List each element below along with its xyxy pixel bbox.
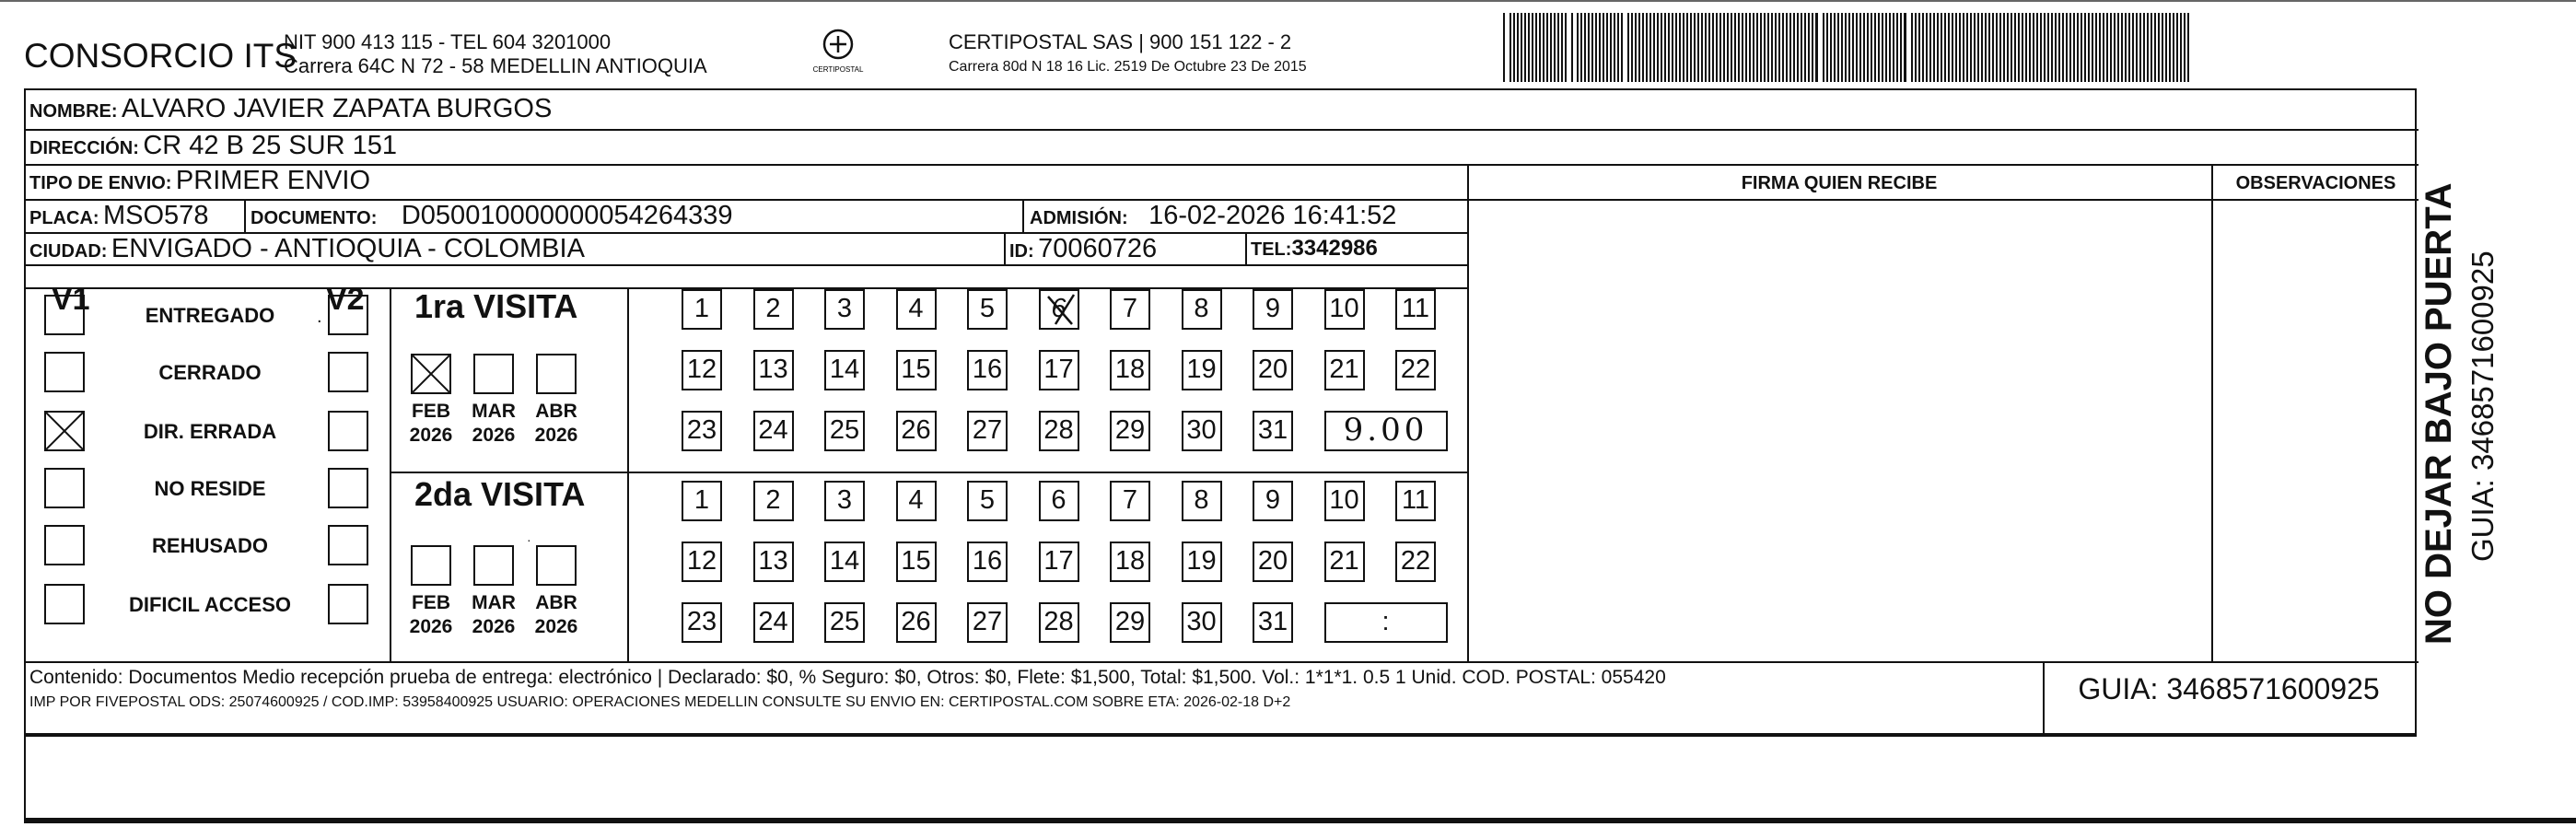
v2-label: V2 (326, 282, 365, 317)
visit2-day-box[interactable]: 18 (1110, 542, 1150, 582)
direccion-label: DIRECCIÓN: (29, 138, 139, 158)
visit2-day-box[interactable]: 23 (682, 602, 722, 643)
visit2-day-box[interactable]: 8 (1182, 481, 1222, 521)
visit1-day-box[interactable]: 14 (824, 350, 865, 390)
shipping-form: NOMBRE: ALVARO JAVIER ZAPATA BURGOS DIRECCIÓN: CR 42 B 25 SUR 151 TIPO DE ENVIO: PRIMER ENVIO FIRMA QUIEN RECIBE OBSERVACIONES PLACA: MSO578 DOCUMENTO: D050010000000054264339 ADMISIÓN: 16-02-2026 16:41:52 CIUDAD: ENVIGADO - ANTIOQUIA - COLOMBIA ID: 70060726 TEL:3342986 V1 V2 . ENTREGADO CERRADO DIR. ERRADA NO RESIDE REHUSADO DIFICIL ACCESO 1ra VISITA FEB 2026 MAR 2026 ABR 2026 1 2 3 4 5 6 7 8 9 10 11 12 13 14 15 16 17 18 19 20 21 22 23 24 25 26 27 28 29 30 31 9.00 2da VISITA · FEB 2026 MAR 2026 ABR 2026 1 2 3 4 5 6 7 8 9 10 11 12 13 14 15 16 17 18 19 20 21 22 23 24 25 26 27 28 29 30 31 : Contenido: Documentos Medio recepción prueba de entrega: electrónico | Declarado: $0, % Seguro: $0, Otros: $0, Flete: $1,500, Total: $1,500. Vol.: 1*1*1. 0.5 1 Unid. COD. POSTAL: 055420 IMP POR FIVEPOSTAL ODS: 25074600925 / COD.IMP: 53958400925 USUARIO: OPERACIONES MEDELLIN CONSULTE SU ENVIO EN: CERTIPOSTAL.COM SOBRE ETA: 2026-02-18 D+2 GUIA: 3468571600925 (24, 88, 2417, 735)
visit2-day-box[interactable]: 16 (967, 542, 1008, 582)
visit1-day-box[interactable]: 28 (1039, 411, 1079, 451)
status-label: DIFICIL ACCESO (128, 593, 291, 616)
footer-line1: Contenido: Documentos Medio recepción prueba de entrega: electrónico | Declarado: $0, % Seguro: $0, Otros: $0, Flete: $1,500, Total: $1,500. Vol.: 1*1*1. 0.5 1 Unid. COD. POSTAL: 055420 (29, 667, 1666, 688)
visit1-month-checkbox[interactable] (473, 354, 514, 394)
tel-label: TEL: (1251, 239, 1292, 260)
visit2-day-box[interactable]: 13 (753, 542, 794, 582)
visit1-day-box[interactable]: 10 (1324, 289, 1365, 330)
visit1-month-checkbox[interactable] (411, 354, 451, 394)
ciudad-label: CIUDAD: (29, 241, 108, 262)
visit2-time-box[interactable]: : (1324, 602, 1448, 643)
visit1-day-box[interactable]: 17 (1039, 350, 1079, 390)
v2-checkbox[interactable] (328, 411, 368, 451)
visit2-day-box[interactable]: 24 (753, 602, 794, 643)
visit1-day-box[interactable]: 4 (896, 289, 937, 330)
visit1-day-box[interactable]: 18 (1110, 350, 1150, 390)
company-line2: Carrera 64C N 72 - 58 MEDELLIN ANTIOQUIA (284, 54, 707, 77)
visit2-day-box[interactable]: 30 (1182, 602, 1222, 643)
id-value: 70060726 (1038, 234, 1158, 263)
visit1-day-box[interactable]: 27 (967, 411, 1008, 451)
tel-value: 3342986 (1291, 236, 1378, 261)
placa-label: PLACA: (29, 208, 99, 228)
visit1-day-box[interactable]: 30 (1182, 411, 1222, 451)
visit1-day-box[interactable]: 8 (1182, 289, 1222, 330)
visit2-day-box[interactable]: 22 (1395, 542, 1436, 582)
visit1-day-box[interactable]: 20 (1253, 350, 1293, 390)
v1-checkbox[interactable] (44, 468, 85, 508)
visit1-day-box[interactable]: 31 (1253, 411, 1293, 451)
visit2-day-box[interactable]: 10 (1324, 481, 1365, 521)
ciudad-value: ENVIGADO - ANTIOQUIA - COLOMBIA (111, 234, 585, 263)
visit1-day-box[interactable]: 9 (1253, 289, 1293, 330)
guia-footer: GUIA: 3468571600925 (2078, 672, 2380, 705)
visit1-day-box[interactable]: 24 (753, 411, 794, 451)
visit1-day-box[interactable]: 2 (753, 289, 794, 330)
visit2-day-box[interactable]: 6 (1039, 481, 1079, 521)
visit2-day-box[interactable]: 1 (682, 481, 722, 521)
visit1-day-box[interactable]: 6 (1039, 289, 1079, 330)
visit2-day-box[interactable]: 11 (1395, 481, 1436, 521)
status-label: CERRADO (158, 361, 262, 384)
footer-line2: IMP POR FIVEPOSTAL ODS: 25074600925 / COD.IMP: 53958400925 USUARIO: OPERACIONES MEDELLIN CONSULTE SU ENVIO EN: CERTIPOSTAL.COM SOBRE ETA: 2026-02-18 D+2 (29, 694, 1291, 710)
visit1-day-box[interactable]: 12 (682, 350, 722, 390)
visit1-day-box[interactable]: 13 (753, 350, 794, 390)
visit2-day-box[interactable]: 20 (1253, 542, 1293, 582)
visit2-day-box[interactable]: 21 (1324, 542, 1365, 582)
visit1-time-box[interactable]: 9.00 (1324, 411, 1448, 451)
status-label: REHUSADO (152, 534, 268, 557)
status-label: DIR. ERRADA (143, 420, 277, 443)
logo-text: CERTIPOSTAL (812, 65, 864, 74)
certipostal-logo-icon (812, 24, 864, 76)
visit1-day-box[interactable]: 1 (682, 289, 722, 330)
visit1-day-box[interactable]: 5 (967, 289, 1008, 330)
visit2-day-box[interactable]: 5 (967, 481, 1008, 521)
bottom-divider (24, 735, 2417, 737)
visit1-day-box[interactable]: 15 (896, 350, 937, 390)
visit2-month-label: MAR (472, 592, 516, 613)
carrier-line2: Carrera 80d N 18 16 Lic. 2519 De Octubre 23 De 2015 (949, 59, 1307, 75)
visit1-year-label: 2026 (472, 425, 516, 446)
visit1-year-label: 2026 (409, 425, 453, 446)
visit2-day-box[interactable]: 14 (824, 542, 865, 582)
visit1-month-checkbox[interactable] (536, 354, 577, 394)
barcode (1503, 13, 2190, 82)
v2-checkbox[interactable] (328, 295, 368, 335)
visit1-title: 1ra VISITA (414, 287, 578, 325)
visit1-day-box[interactable]: 23 (682, 411, 722, 451)
v1-checkbox[interactable] (44, 295, 85, 335)
visit2-month-checkbox[interactable] (473, 545, 514, 586)
visit2-month-checkbox[interactable] (411, 545, 451, 586)
visit1-day-box[interactable]: 19 (1182, 350, 1222, 390)
visit2-day-box[interactable]: 15 (896, 542, 937, 582)
visit2-day-box[interactable]: 4 (896, 481, 937, 521)
bottom-edge (24, 818, 2576, 823)
visit2-day-box[interactable]: 28 (1039, 602, 1079, 643)
visit1-day-box[interactable]: 7 (1110, 289, 1150, 330)
visit2-day-box[interactable]: 3 (824, 481, 865, 521)
visit1-month-label: ABR (535, 401, 577, 422)
visit2-day-box[interactable]: 29 (1110, 602, 1150, 643)
visit2-day-box[interactable]: 27 (967, 602, 1008, 643)
visit1-day-box[interactable]: 16 (967, 350, 1008, 390)
visit1-day-box[interactable]: 3 (824, 289, 865, 330)
visit2-day-box[interactable]: 12 (682, 542, 722, 582)
visit2-year-label: 2026 (534, 616, 578, 637)
placa-value: MSO578 (103, 201, 209, 230)
visit1-day-box[interactable]: 11 (1395, 289, 1436, 330)
visit1-day-box[interactable]: 21 (1324, 350, 1365, 390)
visit1-day-box[interactable]: 22 (1395, 350, 1436, 390)
observaciones-label: OBSERVACIONES (2235, 173, 2396, 193)
v2-checkbox[interactable] (328, 468, 368, 508)
visit2-day-box[interactable]: 31 (1253, 602, 1293, 643)
visit1-month-label: MAR (472, 401, 516, 422)
documento-value: D050010000000054264339 (401, 201, 733, 230)
visit1-day-box[interactable]: 29 (1110, 411, 1150, 451)
visit2-month-checkbox[interactable] (536, 545, 577, 586)
side-guia: GUIA: 3468571600925 (2465, 250, 2500, 562)
v1-checkbox[interactable] (44, 352, 85, 392)
visit2-title: 2da VISITA (414, 475, 586, 513)
visit2-day-box[interactable]: 19 (1182, 542, 1222, 582)
visit1-day-box[interactable]: 25 (824, 411, 865, 451)
top-edge (0, 0, 2576, 2)
carrier-line1: CERTIPOSTAL SAS | 900 151 122 - 2 (949, 30, 1292, 53)
admision-label: ADMISIÓN: (1030, 208, 1128, 228)
visit2-day-box[interactable]: 9 (1253, 481, 1293, 521)
left-edge (24, 735, 26, 820)
tipo-envio-label: TIPO DE ENVIO: (29, 173, 172, 193)
v2-checkbox[interactable] (328, 352, 368, 392)
visit2-year-label: 2026 (472, 616, 516, 637)
side-warning: NO DEJAR BAJO PUERTA (2419, 182, 2459, 645)
visit2-month-label: FEB (412, 592, 450, 613)
documento-label: DOCUMENTO: (251, 208, 378, 228)
v2-checkbox[interactable] (328, 525, 368, 565)
firma-label: FIRMA QUIEN RECIBE (1741, 173, 1938, 193)
nombre-value: ALVARO JAVIER ZAPATA BURGOS (122, 94, 553, 123)
admision-value: 16-02-2026 16:41:52 (1148, 201, 1397, 230)
visit1-month-label: FEB (412, 401, 450, 422)
visit1-day-box[interactable]: 26 (896, 411, 937, 451)
company-name: CONSORCIO ITS (24, 37, 297, 75)
id-label: ID: (1009, 241, 1034, 262)
status-label: NO RESIDE (154, 477, 266, 500)
company-line1: NIT 900 413 115 - TEL 604 3201000 (284, 30, 612, 53)
handwritten-mark-icon (1044, 291, 1078, 328)
nombre-label: NOMBRE: (29, 101, 118, 122)
visit2-month-label: ABR (535, 592, 577, 613)
v1-checkbox[interactable] (44, 584, 85, 624)
visit2-day-box[interactable]: 26 (896, 602, 937, 643)
v1-label: V1 (52, 282, 90, 317)
v1-checkbox[interactable] (44, 525, 85, 565)
direccion-value: CR 42 B 25 SUR 151 (143, 131, 397, 160)
visit2-day-box[interactable]: 7 (1110, 481, 1150, 521)
status-label: ENTREGADO (145, 304, 275, 327)
v2-checkbox[interactable] (328, 584, 368, 624)
tipo-envio-value: PRIMER ENVIO (175, 166, 371, 195)
visit2-day-box[interactable]: 25 (824, 602, 865, 643)
visit2-day-box[interactable]: 17 (1039, 542, 1079, 582)
visit2-year-label: 2026 (409, 616, 453, 637)
visit2-day-box[interactable]: 2 (753, 481, 794, 521)
visit1-year-label: 2026 (534, 425, 578, 446)
v1-checkbox[interactable] (44, 411, 85, 451)
